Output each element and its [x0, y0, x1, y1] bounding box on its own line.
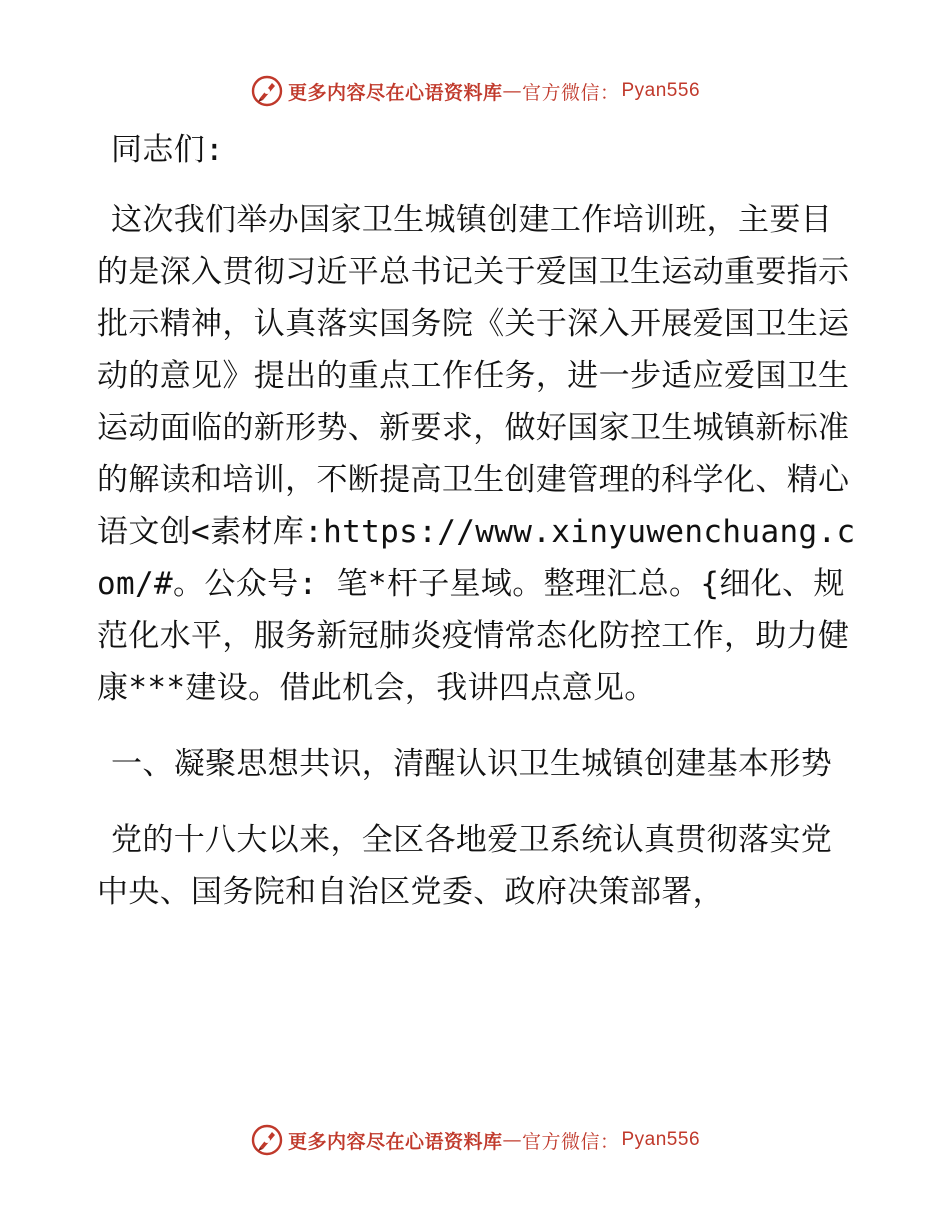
- watermark-banner-bottom: [0, 1118, 950, 1162]
- watermark-main-text: 更多内容尽在心语资料库: [287, 81, 503, 104]
- watermark-main-text: 更多内容尽在心语资料库: [287, 1130, 503, 1153]
- watermark-separator: —: [502, 1129, 522, 1151]
- watermark-label: 官方微信：: [521, 81, 620, 104]
- paragraph-intro: 这次我们举办国家卫生城镇创建工作培训班，主要目的是深入贯彻习近平总书记关于爱国卫生运动重要指示批示精神，认真落实国务院《关于深入开展爱国卫生运动的意见》提出的重点工作任务，进一步适应爱国卫生运动面临的新形势、新要求，做好国家卫生城镇新标准的解读和培训，不断提高卫生创建管理的科学化、精心语文创<素材库:https://www.xinyuwenchuang.com/#。公众号: 笔*杆子星域。整理汇总。{细化、规范化水平，服务新冠肺炎疫情常态化防控工作，助力健康***建设。借此机会，我讲四点意见。: [97, 202, 856, 706]
- section-heading-1: 一、凝聚思想共识，清醒认识卫生城镇创建基本形势: [111, 746, 833, 782]
- watermark-code: Pyan556: [621, 80, 701, 101]
- greeting: 同志们:: [111, 132, 225, 168]
- pen-seal-icon: [250, 74, 284, 108]
- pen-seal-icon: [250, 1123, 284, 1157]
- watermark-label: 官方微信：: [521, 1130, 620, 1153]
- watermark-banner-top: [0, 69, 950, 113]
- document-body: [97, 124, 857, 918]
- watermark-code: Pyan556: [621, 1129, 701, 1150]
- watermark-separator: —: [502, 80, 522, 102]
- paragraph-section-1: 党的十八大以来，全区各地爱卫系统认真贯彻落实党中央、国务院和自治区党委、政府决策部署，: [97, 822, 833, 910]
